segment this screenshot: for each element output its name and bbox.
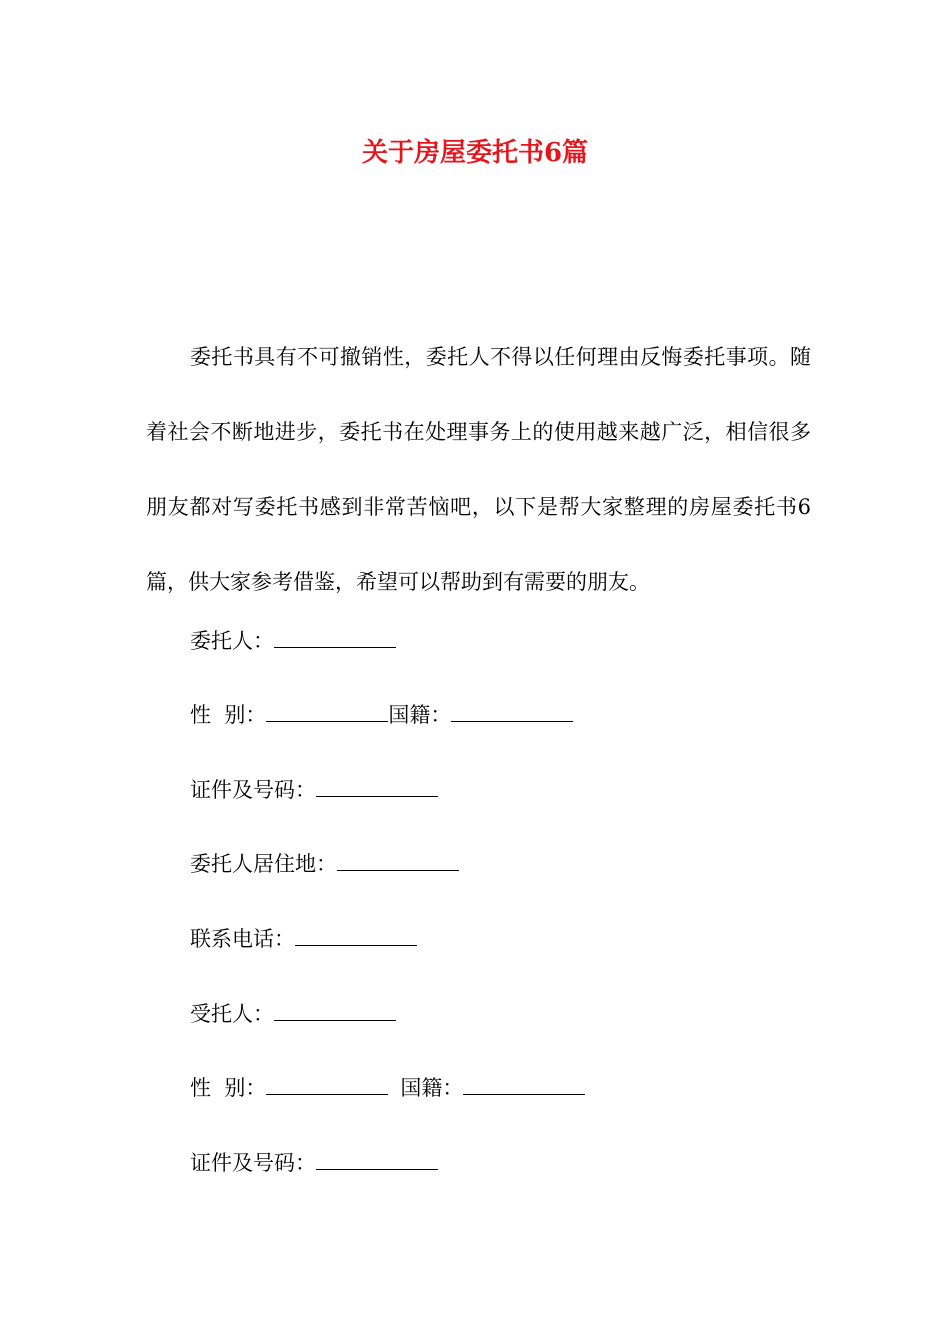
id-label-1: 证件及号码： xyxy=(190,778,316,802)
principal-blank xyxy=(274,629,396,648)
agent-blank xyxy=(274,1002,396,1021)
id-field-2 xyxy=(190,1148,438,1178)
phone-blank xyxy=(295,927,417,946)
nationality-label-2: 国籍： xyxy=(400,1076,464,1100)
agent-label: 受托人： xyxy=(190,1002,274,1026)
nationality-label-1: 国籍： xyxy=(388,703,452,727)
residence-blank xyxy=(337,852,459,871)
gender-label-1: 性 别： xyxy=(190,703,267,727)
document-title: 关于房屋委托书6篇 xyxy=(361,138,589,168)
nationality-blank-1 xyxy=(451,703,573,722)
gender-nationality-field-2 xyxy=(190,1073,585,1103)
intro-paragraph: 委托书具有不可撤销性，委托人不得以任何理由反悔委托事项。随着社会不断地进步，委托书在处理事务上的使用越来越广泛，相信很多朋友都对写委托书感到非常苦恼吧，以下是帮大家整理的房屋委托书6篇，供大家参考借鉴，希望可以帮助到有需要的朋友。 xyxy=(146,345,811,594)
id-blank-1 xyxy=(316,778,438,797)
agent-field xyxy=(190,999,396,1029)
residence-field xyxy=(190,849,459,879)
id-blank-2 xyxy=(316,1151,438,1170)
phone-field xyxy=(190,924,417,954)
gender-nationality-field-1 xyxy=(190,700,573,730)
id-label-2: 证件及号码： xyxy=(190,1151,316,1175)
gender-label-2: 性 别： xyxy=(190,1076,267,1100)
gender-blank-1 xyxy=(266,703,388,722)
principal-label: 委托人： xyxy=(190,629,274,653)
id-field-1 xyxy=(190,775,438,805)
phone-label: 联系电话： xyxy=(190,927,295,951)
gender-blank-2 xyxy=(266,1076,388,1095)
principal-field xyxy=(190,626,396,656)
residence-label: 委托人居住地： xyxy=(190,852,337,876)
nationality-blank-2 xyxy=(463,1076,585,1095)
